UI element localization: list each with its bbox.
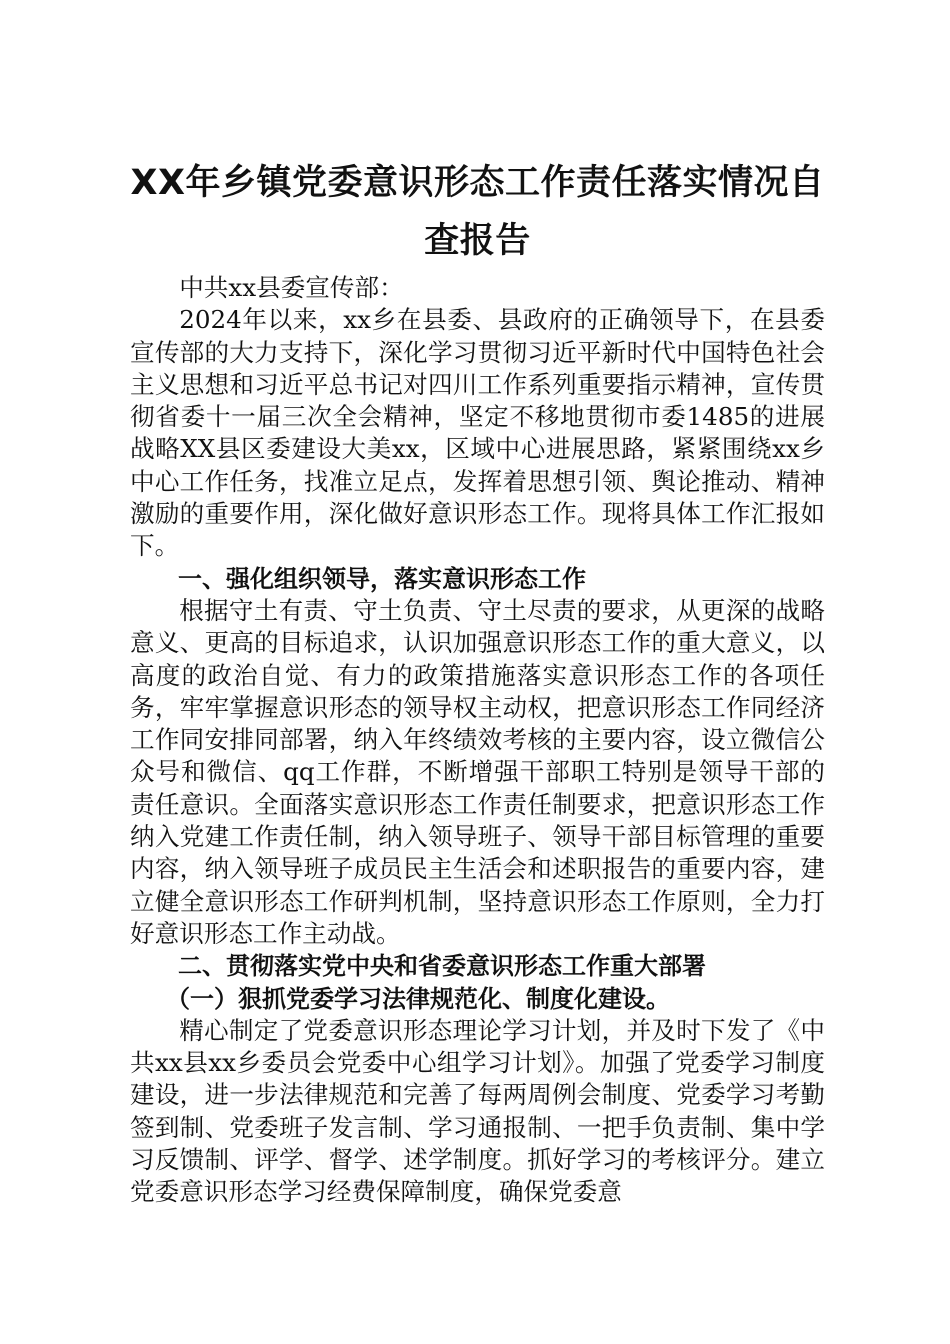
section-2-heading: 二、贯彻落实党中央和省委意识形态工作重大部署 — [178, 952, 706, 981]
section-1-heading: 一、强化组织领导，落实意识形态工作 — [178, 564, 586, 593]
section-2-subheading-1: （一）狠抓党委学习法律规范化、制度化建设。 — [166, 984, 670, 1013]
document-title — [112, 154, 843, 270]
section-1-paragraph: 根据守土有责、守土负责、守土尽责的要求，从更深的战略意义、更高的目标追求，认识加强意识形态工作的重大意义，以高度的政治自觉、有力的政策措施落实意识形态工作的各项任务，牢牢掌握意识形态的领导权主动权，把意识形态工作同经济工作同安排同部署，纳入年终绩效考核的主要内容，设立微信公众号和微信、qq工作群，不断增强干部职工特别是领导干部的责任意识。全面落实意识形态工作责任制要求，把意识形态工作纳入党建工作责任制，纳入领导班子、领导干部目标管理的重要内容，纳入领导班子成员民主生活会和述职报告的重要内容，建立健全意识形态工作研判机制，坚持意识形态工作原则，全力打好意识形态工作主动战。 — [130, 595, 825, 948]
document-page — [130, 150, 825, 1209]
addressee: 中共xx县委宣传部： — [179, 273, 404, 302]
section-2-sub-1-paragraph: 精心制定了党委意识形态理论学习计划，并及时下发了《中共xx县xx乡委员会党委中心组学习计划》。加强了党委学习制度建设，进一步法律规范和完善了每两周例会制度、党委学习考勤签到制、党委班子发言制、学习通报制、一把手负责制、集中学习反馈制、评学、督学、述学制度。抓好学习的考核评分。建立党委意识形态学习经费保障制度，确保党委意 — [130, 1015, 825, 1207]
title-line-1: XX年乡镇党委意识形态工作责任落实情况自 — [130, 163, 825, 203]
intro-paragraph: 2024年以来，xx乡在县委、县政府的正确领导下，在县委宣传部的大力支持下，深化学习贯彻习近平新时代中国特色社会主义思想和习近平总书记对四川工作系列重要指示精神，宣传贯彻省委十一届三次全会精神，坚定不移地贯彻市委1485的进展战略XX县区委建设大美xx，区域中心进展思路，紧紧围绕xx乡中心工作任务，找准立足点，发挥着思想引领、舆论推动、精神激励的重要作用，深化做好意识形态工作。现将具体工作汇报如下。 — [130, 305, 825, 561]
title-line-2: 查报告 — [424, 221, 531, 261]
